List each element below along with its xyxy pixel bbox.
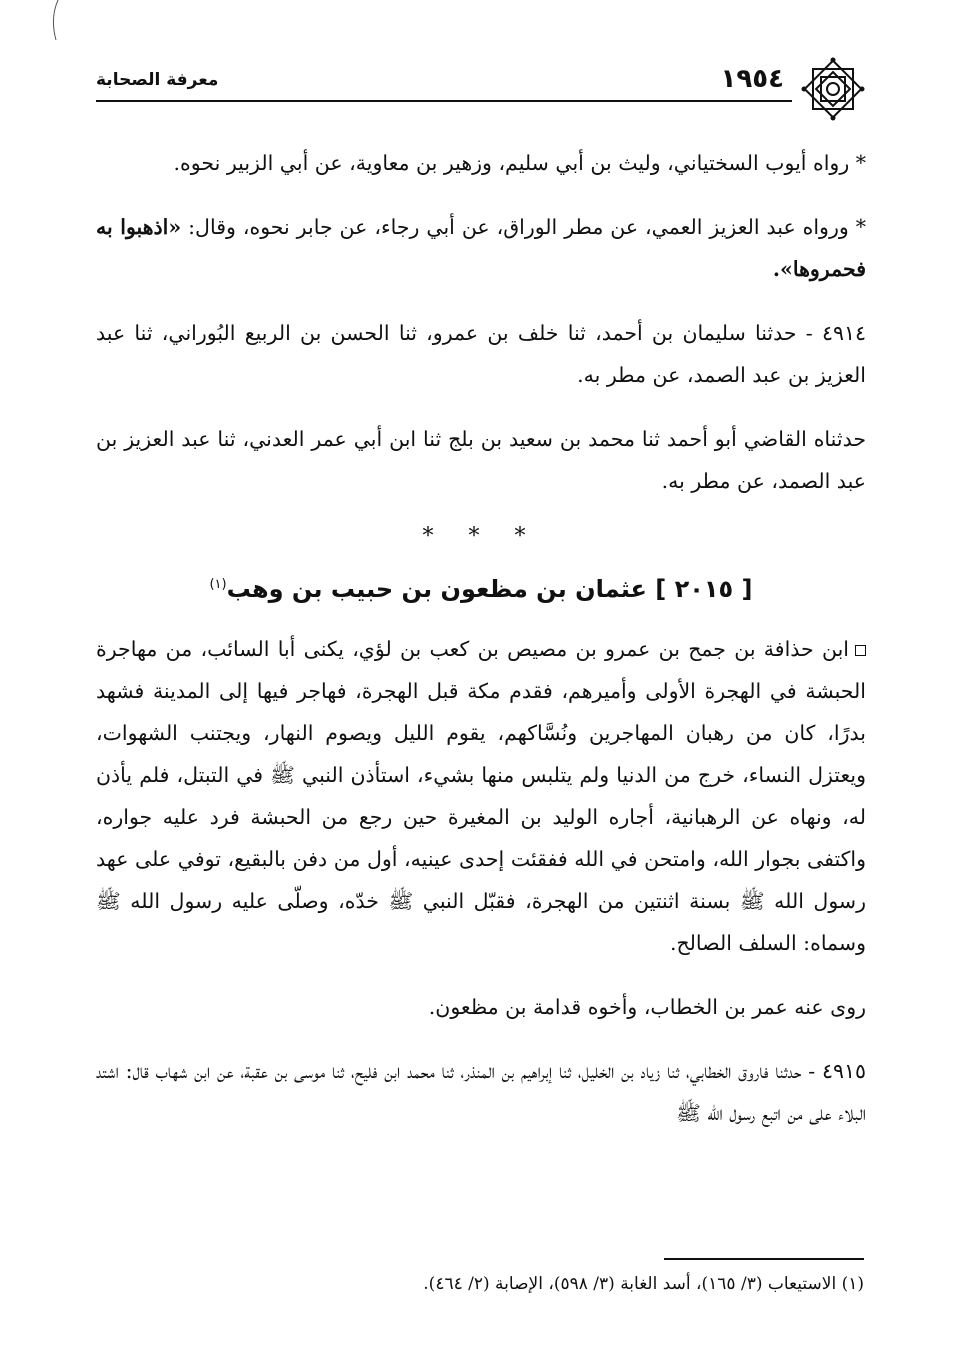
hadith-4915: ٤٩١٥ - حدثنا فاروق الخطابي، ثنا زياد بن الخليل، ثنا إبراهيم بن المنذر، ثنا محمد ابن فليح، ثنا موسى بن عقبة، عن ابن شهاب قال: اشتد البلاء على من اتبع رسول الله ﷺ <box>96 1059 866 1125</box>
page-header <box>96 56 866 126</box>
page-number: ١٩٥٤ <box>720 64 784 94</box>
section-heading <box>96 564 866 610</box>
crop-mark <box>44 0 64 40</box>
square-marker-icon <box>855 645 866 656</box>
section-separator: * * * <box>422 524 540 549</box>
footnote: (١) الاستيعاب (٣/ ١٦٥)، أسد الغابة (٣/ ٥٩٨)، الإصابة (٢/ ٤٦٤). <box>423 1274 864 1294</box>
narrators-paragraph: روى عنه عمر بن الخطاب، وأخوه قدامة بن مظعون. <box>428 995 866 1019</box>
main-text <box>96 142 866 1156</box>
hadith-4914: ٤٩١٤ - حدثنا سليمان بن أحمد، ثنا خلف بن عمرو، ثنا الحسن بن الربيع البُوراني، ثنا عبد العزيز بن عبد الصمد، عن مطر به. <box>96 321 866 387</box>
running-title: معرفة الصحابة <box>96 70 219 90</box>
footnote-ref: (١) <box>209 577 227 592</box>
biography-text: ابن حذافة بن جمح بن عمرو بن مصيص بن كعب بن لؤي، يكنى أبا السائب، من مهاجرة الحبشة في الهجرة الأولى وأميرهم، فقدم مكة قبل الهجرة، فهاجر فيها إلى المدينة فشهد بدرًا، كان من رهبان المهاجرين ونُسَّاكهم، يقوم الليل ويصوم النهار، ويجتنب الشهوات، ويعتزل النساء، خرج من الدنيا ولم يتلبس منها بشيء، استأذن النبي ﷺ في التبتل، فلم يأذن له، ونهاه عن الرهبانية، أجاره الوليد بن المغيرة حين رجع من الحبشة فرد عليه جواره، واكتفى بجوار الله، وامتحن في الله ففقئت إحدى عينيه، أول من دفن بالبقيع، توفي على عهد رسول الله ﷺ بسنة اثنتين من الهجرة، فقبّل النبي ﷺ خدّه، وصلّى عليه رسول الله ﷺ وسماه: السلف الصالح. <box>96 637 866 955</box>
biography-paragraph <box>96 628 866 964</box>
header-rule <box>96 100 792 102</box>
paragraph-qadi-narration: حدثناه القاضي أبو أحمد ثنا محمد بن سعيد بن بلج ثنا ابن أبي عمر العدني، ثنا عبد العزيز بن عبد الصمد، عن مطر به. <box>96 427 866 493</box>
octagonal-star-ornament-icon <box>800 56 866 122</box>
paragraph-ayyub-narration: * رواه أيوب السختياني، وليث بن أبي سليم، وزهير بن معاوية، عن أبي الزبير نحوه. <box>173 151 866 175</box>
section-title: عثمان بن مظعون بن حبيب بن وهب <box>226 575 647 603</box>
quote-bold: «اذهبوا به فحمروها». <box>96 215 866 281</box>
section-number: [ ٢٠١٥ ] <box>655 575 753 603</box>
paragraph-abdulaziz-narration <box>96 206 866 290</box>
paragraph-abdulaziz-text: * ورواه عبد العزيز العمي، عن مطر الوراق، عن أبي رجاء، عن جابر نحوه، وقال: <box>188 215 866 239</box>
footnote-rule <box>664 1258 864 1260</box>
